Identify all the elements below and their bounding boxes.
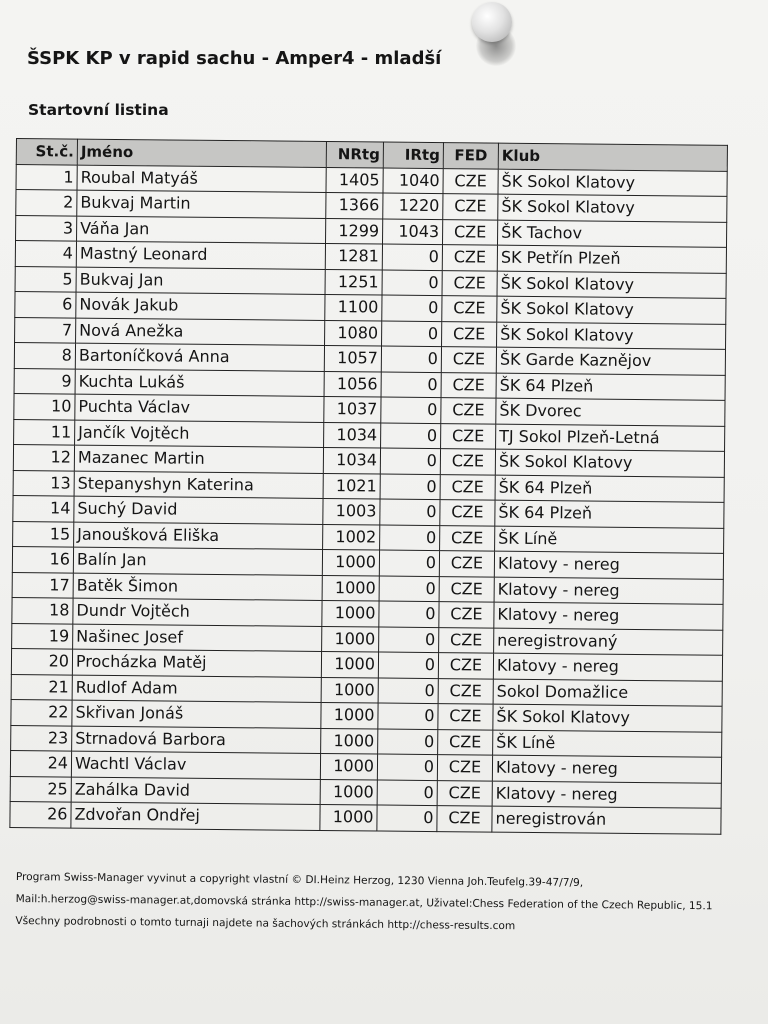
cell-national-rating: 1000: [320, 804, 377, 830]
footer-line-copyright: Program Swiss-Manager vyvinut a copyright vlastní © DI.Heinz Herzog, 1230 Vienna Joh.Teufelg.39-47/7/9,: [15, 870, 584, 889]
cell-player-name: Suchý David: [74, 496, 323, 524]
cell-international-rating: 0: [381, 346, 441, 372]
cell-international-rating: 0: [378, 729, 438, 755]
cell-start-number: 4: [15, 241, 76, 267]
cell-player-name: Rudlof Adam: [72, 675, 321, 703]
table-body: [10, 164, 727, 834]
cell-club: Sokol Domažlice: [493, 679, 722, 707]
cell-start-number: 9: [14, 368, 75, 394]
cell-national-rating: 1000: [321, 702, 378, 728]
cell-federation: CZE: [442, 219, 497, 245]
cell-international-rating: 0: [380, 474, 440, 500]
start-list-table-wrapper: [9, 138, 728, 834]
cell-federation: CZE: [440, 525, 495, 551]
cell-player-name: Mazanec Martin: [74, 445, 323, 473]
cell-national-rating: 1000: [322, 575, 379, 601]
cell-national-rating: 1281: [325, 243, 382, 269]
cell-club: ŠK Líně: [495, 526, 724, 554]
cell-player-name: Kuchta Lukáš: [75, 369, 324, 397]
cell-player-name: Novák Jakub: [76, 292, 325, 320]
cell-national-rating: 1000: [320, 753, 377, 779]
cell-federation: CZE: [439, 551, 494, 577]
cell-club: ŠK Sokol Klatovy: [495, 449, 724, 477]
cell-start-number: 26: [10, 801, 71, 827]
cell-player-name: Puchta Václav: [75, 394, 324, 422]
cell-international-rating: 0: [379, 601, 439, 627]
cell-federation: CZE: [441, 423, 496, 449]
footer-credits: [15, 866, 768, 940]
cell-national-rating: 1000: [322, 549, 379, 575]
cell-federation: CZE: [438, 653, 493, 679]
cell-start-number: 1: [16, 164, 77, 190]
cell-national-rating: 1251: [325, 269, 382, 295]
cell-club: neregistrovaný: [494, 628, 723, 656]
cell-federation: CZE: [438, 678, 493, 704]
cell-national-rating: 1000: [320, 779, 377, 805]
cell-federation: CZE: [438, 729, 493, 755]
cell-start-number: 24: [10, 750, 71, 776]
cell-player-name: Zdvořan Ondřej: [71, 802, 320, 830]
cell-federation: CZE: [443, 194, 498, 220]
cell-club: ŠK Sokol Klatovy: [498, 194, 727, 222]
cell-federation: CZE: [439, 576, 494, 602]
cell-national-rating: 1003: [323, 498, 380, 524]
cell-national-rating: 1000: [322, 626, 379, 652]
cell-club: TJ Sokol Plzeň-Letná: [496, 424, 725, 452]
cell-player-name: Váňa Jan: [77, 216, 326, 244]
cell-start-number: 17: [12, 572, 73, 598]
cell-federation: CZE: [442, 245, 497, 271]
cell-club: ŠK Garde Kaznějov: [496, 347, 725, 375]
cell-club: ŠK Tachov: [497, 220, 726, 248]
cell-club: ŠK Sokol Klatovy: [493, 704, 722, 732]
cell-federation: CZE: [442, 296, 497, 322]
header-federation: FED: [443, 143, 498, 169]
cell-international-rating: 0: [380, 525, 440, 551]
cell-federation: CZE: [443, 168, 498, 194]
cell-national-rating: 1034: [323, 447, 380, 473]
footer-line-contact: Mail:h.herzog@swiss-manager.at,domovská stránka http://swiss-manager.at, Uživatel:Chess Federation of the Czech Republic, 15.1: [15, 892, 713, 913]
cell-player-name: Wachtl Václav: [71, 751, 320, 779]
cell-international-rating: 0: [381, 423, 441, 449]
cell-player-name: Bukvaj Jan: [76, 267, 325, 295]
cell-national-rating: 1405: [326, 167, 383, 193]
cell-club: ŠK Sokol Klatovy: [497, 322, 726, 350]
cell-start-number: 7: [15, 317, 76, 343]
cell-start-number: 18: [12, 597, 73, 623]
cell-club: SK Petřín Plzeň: [497, 245, 726, 273]
cell-start-number: 19: [12, 623, 73, 649]
cell-club: ŠK 64 Plzeň: [495, 500, 724, 528]
cell-federation: CZE: [440, 474, 495, 500]
cell-player-name: Stepanyshyn Katerina: [74, 471, 323, 499]
cell-start-number: 20: [11, 648, 72, 674]
cell-start-number: 11: [14, 419, 75, 445]
cell-international-rating: 0: [377, 779, 437, 805]
cell-player-name: Dundr Vojtěch: [73, 598, 322, 626]
cell-federation: CZE: [438, 704, 493, 730]
cell-player-name: Bartoníčková Anna: [75, 343, 324, 371]
cell-international-rating: 0: [379, 550, 439, 576]
cell-international-rating: 0: [378, 678, 438, 704]
cell-start-number: 14: [13, 495, 74, 521]
cell-international-rating: 0: [378, 703, 438, 729]
cell-start-number: 22: [11, 699, 72, 725]
cell-club: Klatovy - nereg: [494, 577, 723, 605]
cell-federation: CZE: [437, 755, 492, 781]
cell-federation: CZE: [437, 806, 492, 832]
cell-national-rating: 1299: [326, 218, 383, 244]
cell-international-rating: 0: [382, 321, 442, 347]
cell-federation: CZE: [441, 398, 496, 424]
cell-player-name: Strnadová Barbora: [72, 726, 321, 754]
cell-federation: CZE: [439, 627, 494, 653]
cell-international-rating: 0: [381, 397, 441, 423]
cell-international-rating: 0: [378, 652, 438, 678]
cell-club: ŠK Sokol Klatovy: [498, 169, 727, 197]
cell-national-rating: 1021: [323, 473, 380, 499]
cell-international-rating: 0: [382, 295, 442, 321]
cell-international-rating: 0: [377, 805, 437, 831]
cell-international-rating: 0: [382, 270, 442, 296]
cell-national-rating: 1080: [325, 320, 382, 346]
cell-club: Klatovy - nereg: [494, 602, 723, 630]
cell-international-rating: 1043: [382, 219, 442, 245]
cell-start-number: 13: [13, 470, 74, 496]
cell-player-name: Mastný Leonard: [76, 241, 325, 269]
cell-player-name: Jančík Vojtěch: [75, 420, 324, 448]
cell-start-number: 2: [16, 190, 77, 216]
cell-club: Klatovy - nereg: [492, 755, 721, 783]
header-name: Jméno: [77, 139, 326, 167]
cell-player-name: Skřivan Jonáš: [72, 700, 321, 728]
cell-start-number: 25: [10, 776, 71, 802]
document-subtitle: Startovní listina: [28, 101, 169, 119]
header-national-rating: NRtg: [326, 141, 383, 167]
cell-national-rating: 1000: [321, 651, 378, 677]
cell-club: ŠK Sokol Klatovy: [497, 271, 726, 299]
cell-national-rating: 1057: [324, 345, 381, 371]
cell-federation: CZE: [439, 602, 494, 628]
cell-club: neregistrován: [492, 806, 721, 834]
cell-national-rating: 1056: [324, 371, 381, 397]
cell-international-rating: 0: [377, 754, 437, 780]
cell-international-rating: 1040: [383, 168, 443, 194]
cell-start-number: 15: [13, 521, 74, 547]
cell-national-rating: 1100: [325, 294, 382, 320]
cell-player-name: Balín Jan: [73, 547, 322, 575]
footer-line-results: Všechny podrobnosti o tomto turnaji najdete na šachových stránkách http://chess-results.com: [15, 914, 516, 933]
cell-player-name: Procházka Matěj: [72, 649, 321, 677]
cell-start-number: 3: [16, 215, 77, 241]
cell-international-rating: 1220: [383, 193, 443, 219]
cell-player-name: Zahálka David: [71, 777, 320, 805]
cell-national-rating: 1000: [321, 728, 378, 754]
cell-club: ŠK 64 Plzeň: [495, 475, 724, 503]
cell-federation: CZE: [440, 449, 495, 475]
cell-federation: CZE: [437, 780, 492, 806]
cell-international-rating: 0: [381, 372, 441, 398]
cell-player-name: Janoušková Eliška: [74, 522, 323, 550]
cell-start-number: 12: [13, 444, 74, 470]
cell-national-rating: 1000: [321, 677, 378, 703]
cell-federation: CZE: [441, 347, 496, 373]
cell-national-rating: 1000: [322, 600, 379, 626]
cell-federation: CZE: [440, 500, 495, 526]
cell-player-name: Našinec Josef: [73, 624, 322, 652]
cell-international-rating: 0: [379, 627, 439, 653]
cell-start-number: 6: [15, 291, 76, 317]
cell-national-rating: 1002: [323, 524, 380, 550]
cell-club: ŠK Dvorec: [496, 398, 725, 426]
cell-national-rating: 1366: [326, 192, 383, 218]
header-international-rating: IRtg: [383, 142, 443, 168]
header-start-number: St.č.: [16, 139, 77, 165]
cell-international-rating: 0: [379, 576, 439, 602]
cell-start-number: 5: [15, 266, 76, 292]
cell-player-name: Batěk Šimon: [73, 573, 322, 601]
cell-international-rating: 0: [380, 448, 440, 474]
cell-player-name: Roubal Matyáš: [77, 165, 326, 193]
cell-federation: CZE: [442, 321, 497, 347]
cell-start-number: 21: [11, 674, 72, 700]
cell-start-number: 16: [12, 546, 73, 572]
cell-international-rating: 0: [380, 499, 440, 525]
cell-club: Klatovy - nereg: [494, 551, 723, 579]
header-club: Klub: [498, 143, 727, 171]
cell-club: ŠK Líně: [493, 730, 722, 758]
cell-national-rating: 1037: [324, 396, 381, 422]
cell-club: ŠK Sokol Klatovy: [497, 296, 726, 324]
document-title: ŠSPK KP v rapid sachu - Amper4 - mladší: [27, 48, 442, 69]
cell-national-rating: 1034: [324, 422, 381, 448]
cell-player-name: Nová Anežka: [76, 318, 325, 346]
cell-start-number: 23: [11, 725, 72, 751]
pushpin-icon: [466, 2, 516, 64]
cell-start-number: 8: [14, 342, 75, 368]
cell-club: Klatovy - nereg: [493, 653, 722, 681]
cell-club: ŠK 64 Plzeň: [496, 373, 725, 401]
cell-start-number: 10: [14, 393, 75, 419]
cell-federation: CZE: [442, 270, 497, 296]
start-list-table: [9, 138, 728, 834]
cell-federation: CZE: [441, 372, 496, 398]
cell-international-rating: 0: [382, 244, 442, 270]
cell-player-name: Bukvaj Martin: [77, 190, 326, 218]
cell-club: Klatovy - nereg: [492, 781, 721, 809]
